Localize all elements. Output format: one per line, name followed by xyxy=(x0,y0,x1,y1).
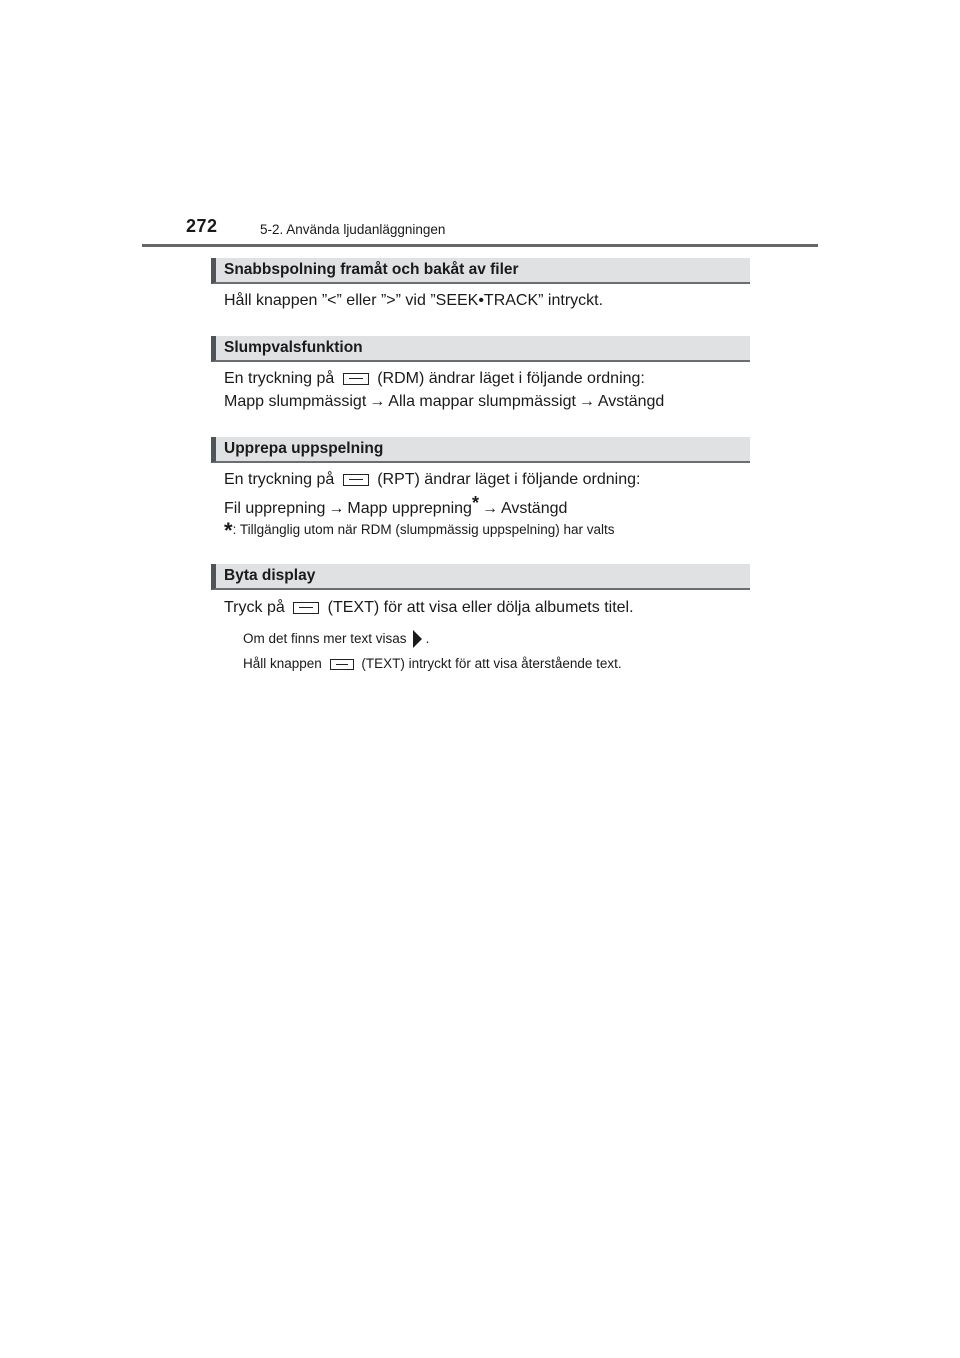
display-instruction-before: Tryck på xyxy=(224,599,285,616)
repeat-seq-2: Mapp upprepning xyxy=(347,500,472,517)
random-seq-3: Avstängd xyxy=(597,393,665,410)
random-seq-2: Alla mappar slumpmässigt xyxy=(388,393,576,410)
section-heading-display: Byta display xyxy=(211,564,750,590)
repeat-footnote xyxy=(224,518,615,543)
display-instruction-after: (TEXT) för att visa eller dölja albumets titel. xyxy=(327,599,634,616)
rdm-button-icon xyxy=(343,373,369,385)
page-number: 272 xyxy=(186,216,218,236)
footnote-star: * xyxy=(471,493,479,513)
text-button-icon xyxy=(330,659,354,670)
repeat-instruction-after: (RPT) ändrar läget i följande ordning: xyxy=(377,471,641,488)
chapter-title: 5-2. Använda ljudanläggningen xyxy=(260,222,446,237)
header-rule xyxy=(142,244,818,247)
section-heading-random: Slumpvalsfunktion xyxy=(211,336,750,362)
section-text-fast-forward: Håll knappen ”<” eller ”>” vid ”SEEK•TRACK” intryckt. xyxy=(224,292,604,309)
repeat-seq-3: Avstängd xyxy=(500,500,568,517)
footnote-star: * xyxy=(224,518,233,543)
repeat-instruction-line xyxy=(224,470,640,490)
random-instruction-line xyxy=(224,369,645,389)
arrow-icon: → xyxy=(481,500,498,517)
repeat-seq-1: Fil upprepning xyxy=(224,500,326,517)
arrow-icon: → xyxy=(578,393,595,410)
random-seq-1: Mapp slumpmässigt xyxy=(224,393,367,410)
section-heading-repeat: Upprepa uppspelning xyxy=(211,437,750,463)
section-heading-fast-forward: Snabbspolning framåt och bakåt av filer xyxy=(211,258,750,284)
hold-text-line xyxy=(243,655,622,673)
random-instruction-after: (RDM) ändrar läget i följande ordning: xyxy=(377,370,645,387)
hold-text-after: (TEXT) intryckt för att visa återstående text. xyxy=(361,656,622,671)
arrow-icon: → xyxy=(328,500,345,517)
display-instruction-line xyxy=(224,598,634,618)
triangle-right-icon xyxy=(413,630,422,648)
more-text-after: . xyxy=(425,631,430,646)
random-sequence-line xyxy=(224,392,664,412)
rpt-button-icon xyxy=(343,474,369,486)
more-text-before: Om det finns mer text visas xyxy=(243,631,407,646)
text-button-icon xyxy=(293,602,319,614)
arrow-icon: → xyxy=(369,393,386,410)
random-instruction-before: En tryckning på xyxy=(224,370,335,387)
more-text-line xyxy=(243,630,429,648)
footnote-text: : Tillgänglig utom när RDM (slumpmässig uppspelning) har valts xyxy=(232,522,615,537)
hold-text-before: Håll knappen xyxy=(243,656,322,671)
repeat-instruction-before: En tryckning på xyxy=(224,471,335,488)
repeat-sequence-line xyxy=(224,493,567,519)
